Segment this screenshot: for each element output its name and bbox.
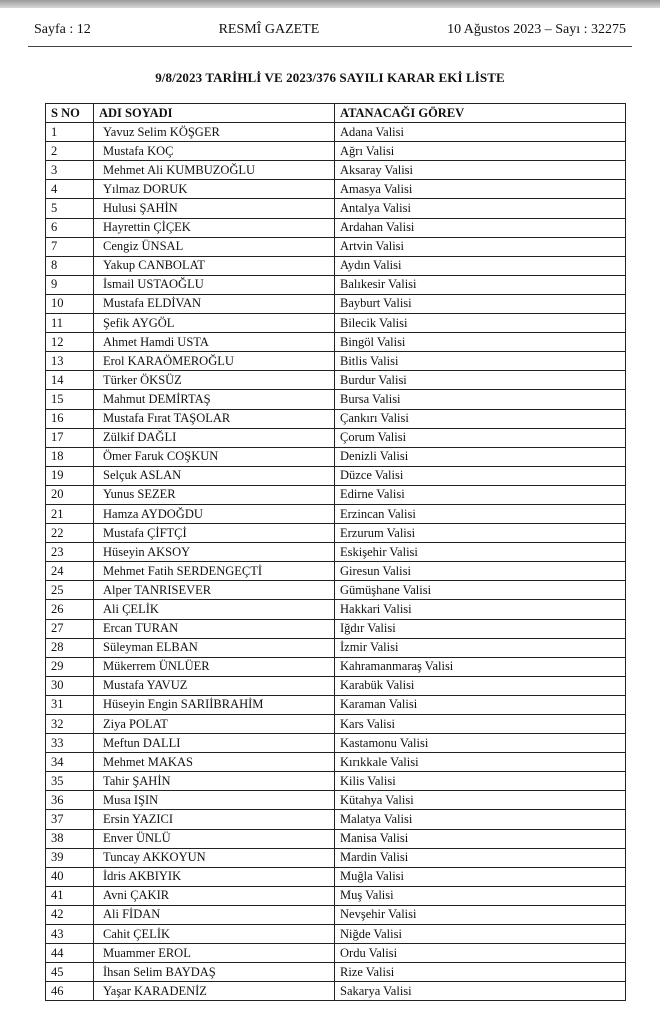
person-name: Mehmet Fatih SERDENGEÇTİ <box>94 562 335 581</box>
table-row <box>46 619 626 638</box>
row-number: 10 <box>46 294 94 313</box>
person-name: Mehmet MAKAS <box>94 753 335 772</box>
table-row <box>46 142 626 161</box>
person-name: Yavuz Selim KÖŞGER <box>94 123 335 142</box>
table-header-row <box>46 104 626 123</box>
document-title: 9/8/2023 TARİHLİ VE 2023/376 SAYILI KARAR EKİ LİSTE <box>155 70 505 85</box>
assigned-position: Artvin Valisi <box>335 237 626 256</box>
table-row <box>46 944 626 963</box>
row-number: 9 <box>46 275 94 294</box>
person-name: Zülkif DAĞLI <box>94 428 335 447</box>
person-name: Mahmut DEMİRTAŞ <box>94 390 335 409</box>
assigned-position: Adana Valisi <box>335 123 626 142</box>
issue-date: 10 Ağustos 2023 – Sayı : 32275 <box>447 22 626 37</box>
assigned-position: Kütahya Valisi <box>335 791 626 810</box>
assigned-position: Denizli Valisi <box>335 447 626 466</box>
table-row <box>46 504 626 523</box>
person-name: Ersin YAZICI <box>94 810 335 829</box>
row-number: 2 <box>46 142 94 161</box>
table-row <box>46 695 626 714</box>
person-name: Şefik AYGÖL <box>94 314 335 333</box>
person-name: Cengiz ÜNSAL <box>94 237 335 256</box>
table-row <box>46 829 626 848</box>
person-name: Cahit ÇELİK <box>94 925 335 944</box>
assigned-position: Aksaray Valisi <box>335 161 626 180</box>
person-name: Hamza AYDOĞDU <box>94 504 335 523</box>
person-name: Yaşar KARADENİZ <box>94 982 335 1001</box>
row-number: 3 <box>46 161 94 180</box>
table-row <box>46 161 626 180</box>
row-number: 31 <box>46 695 94 714</box>
table-row <box>46 715 626 734</box>
row-number: 32 <box>46 715 94 734</box>
row-number: 6 <box>46 218 94 237</box>
table-row <box>46 848 626 867</box>
table-row <box>46 524 626 543</box>
row-number: 42 <box>46 905 94 924</box>
row-number: 39 <box>46 848 94 867</box>
table-row <box>46 562 626 581</box>
table-row <box>46 256 626 275</box>
assigned-position: Kars Valisi <box>335 715 626 734</box>
column-header-sno: S NO <box>46 104 94 123</box>
table-row <box>46 886 626 905</box>
person-name: Mustafa YAVUZ <box>94 676 335 695</box>
row-number: 16 <box>46 409 94 428</box>
table-row <box>46 237 626 256</box>
top-edge <box>0 0 660 8</box>
assigned-position: Nevşehir Valisi <box>335 905 626 924</box>
row-number: 23 <box>46 543 94 562</box>
table-row <box>46 867 626 886</box>
assigned-position: Balıkesir Valisi <box>335 275 626 294</box>
table-row <box>46 199 626 218</box>
assigned-position: Bayburt Valisi <box>335 294 626 313</box>
row-number: 15 <box>46 390 94 409</box>
assigned-position: Iğdır Valisi <box>335 619 626 638</box>
table-row <box>46 581 626 600</box>
row-number: 27 <box>46 619 94 638</box>
person-name: Tuncay AKKOYUN <box>94 848 335 867</box>
row-number: 22 <box>46 524 94 543</box>
assigned-position: Ordu Valisi <box>335 944 626 963</box>
person-name: Mustafa ÇİFTÇİ <box>94 524 335 543</box>
person-name: Ali FİDAN <box>94 905 335 924</box>
person-name: Muammer EROL <box>94 944 335 963</box>
assigned-position: Çankırı Valisi <box>335 409 626 428</box>
assigned-position: Eskişehir Valisi <box>335 543 626 562</box>
table-row <box>46 390 626 409</box>
table-row <box>46 294 626 313</box>
column-header-position: ATANACAĞI GÖREV <box>335 104 626 123</box>
assigned-position: Amasya Valisi <box>335 180 626 199</box>
person-name: İhsan Selim BAYDAŞ <box>94 963 335 982</box>
person-name: İsmail USTAOĞLU <box>94 275 335 294</box>
row-number: 14 <box>46 371 94 390</box>
column-header-name: ADI SOYADI <box>94 104 335 123</box>
row-number: 18 <box>46 447 94 466</box>
row-number: 40 <box>46 867 94 886</box>
row-number: 8 <box>46 256 94 275</box>
row-number: 21 <box>46 504 94 523</box>
person-name: Hüseyin AKSOY <box>94 543 335 562</box>
assigned-position: Kastamonu Valisi <box>335 734 626 753</box>
table-row <box>46 218 626 237</box>
table-row <box>46 734 626 753</box>
row-number: 46 <box>46 982 94 1001</box>
assigned-position: Karaman Valisi <box>335 695 626 714</box>
assigned-position: Burdur Valisi <box>335 371 626 390</box>
row-number: 5 <box>46 199 94 218</box>
person-name: Hulusi ŞAHİN <box>94 199 335 218</box>
assigned-position: Giresun Valisi <box>335 562 626 581</box>
table-row <box>46 371 626 390</box>
person-name: Türker ÖKSÜZ <box>94 371 335 390</box>
row-number: 11 <box>46 314 94 333</box>
appointment-table <box>45 103 626 1001</box>
table-row <box>46 543 626 562</box>
table-row <box>46 485 626 504</box>
row-number: 26 <box>46 600 94 619</box>
person-name: Yakup CANBOLAT <box>94 256 335 275</box>
row-number: 35 <box>46 772 94 791</box>
person-name: Enver ÜNLÜ <box>94 829 335 848</box>
assigned-position: Muş Valisi <box>335 886 626 905</box>
person-name: Mehmet Ali KUMBUZOĞLU <box>94 161 335 180</box>
person-name: Ahmet Hamdi USTA <box>94 333 335 352</box>
person-name: Selçuk ASLAN <box>94 466 335 485</box>
page-header <box>34 22 626 38</box>
table-row <box>46 447 626 466</box>
table-row <box>46 600 626 619</box>
person-name: Yılmaz DORUK <box>94 180 335 199</box>
row-number: 37 <box>46 810 94 829</box>
person-name: Avni ÇAKIR <box>94 886 335 905</box>
assigned-position: Aydın Valisi <box>335 256 626 275</box>
assigned-position: Bitlis Valisi <box>335 352 626 371</box>
row-number: 19 <box>46 466 94 485</box>
table-row <box>46 925 626 944</box>
assigned-position: Hakkari Valisi <box>335 600 626 619</box>
assigned-position: Sakarya Valisi <box>335 982 626 1001</box>
assigned-position: Karabük Valisi <box>335 676 626 695</box>
assigned-position: İzmir Valisi <box>335 638 626 657</box>
assigned-position: Bingöl Valisi <box>335 333 626 352</box>
row-number: 36 <box>46 791 94 810</box>
row-number: 38 <box>46 829 94 848</box>
row-number: 29 <box>46 657 94 676</box>
assigned-position: Çorum Valisi <box>335 428 626 447</box>
table-row <box>46 123 626 142</box>
table-row <box>46 638 626 657</box>
person-name: Musa IŞIN <box>94 791 335 810</box>
person-name: Hayrettin ÇİÇEK <box>94 218 335 237</box>
row-number: 24 <box>46 562 94 581</box>
assigned-position: Mardin Valisi <box>335 848 626 867</box>
assigned-position: Muğla Valisi <box>335 867 626 886</box>
person-name: Erol KARAÖMEROĞLU <box>94 352 335 371</box>
table-row <box>46 466 626 485</box>
table-row <box>46 963 626 982</box>
row-number: 28 <box>46 638 94 657</box>
assigned-position: Erzurum Valisi <box>335 524 626 543</box>
page-number: Sayfa : 12 <box>34 22 91 37</box>
table-row <box>46 352 626 371</box>
row-number: 25 <box>46 581 94 600</box>
row-number: 34 <box>46 753 94 772</box>
person-name: Tahir ŞAHİN <box>94 772 335 791</box>
person-name: Ercan TURAN <box>94 619 335 638</box>
assigned-position: Rize Valisi <box>335 963 626 982</box>
person-name: Süleyman ELBAN <box>94 638 335 657</box>
assigned-position: Antalya Valisi <box>335 199 626 218</box>
row-number: 12 <box>46 333 94 352</box>
assigned-position: Ardahan Valisi <box>335 218 626 237</box>
table-row <box>46 676 626 695</box>
table-row <box>46 657 626 676</box>
person-name: Ziya POLAT <box>94 715 335 734</box>
table-row <box>46 275 626 294</box>
table-row <box>46 772 626 791</box>
person-name: Mustafa Fırat TAŞOLAR <box>94 409 335 428</box>
row-number: 7 <box>46 237 94 256</box>
table-row <box>46 409 626 428</box>
row-number: 4 <box>46 180 94 199</box>
row-number: 30 <box>46 676 94 695</box>
table-row <box>46 428 626 447</box>
assigned-position: Ağrı Valisi <box>335 142 626 161</box>
row-number: 45 <box>46 963 94 982</box>
table-row <box>46 791 626 810</box>
person-name: Mustafa KOÇ <box>94 142 335 161</box>
assigned-position: Niğde Valisi <box>335 925 626 944</box>
person-name: Hüseyin Engin SARIİBRAHİM <box>94 695 335 714</box>
person-name: Mustafa ELDİVAN <box>94 294 335 313</box>
row-number: 33 <box>46 734 94 753</box>
assigned-position: Bursa Valisi <box>335 390 626 409</box>
person-name: İdris AKBIYIK <box>94 867 335 886</box>
table-row <box>46 333 626 352</box>
person-name: Ali ÇELİK <box>94 600 335 619</box>
row-number: 44 <box>46 944 94 963</box>
assigned-position: Edirne Valisi <box>335 485 626 504</box>
row-number: 1 <box>46 123 94 142</box>
person-name: Meftun DALLI <box>94 734 335 753</box>
person-name: Ömer Faruk COŞKUN <box>94 447 335 466</box>
assigned-position: Malatya Valisi <box>335 810 626 829</box>
table-row <box>46 180 626 199</box>
assigned-position: Erzincan Valisi <box>335 504 626 523</box>
assigned-position: Kahramanmaraş Valisi <box>335 657 626 676</box>
assigned-position: Manisa Valisi <box>335 829 626 848</box>
assigned-position: Kırıkkale Valisi <box>335 753 626 772</box>
table-row <box>46 810 626 829</box>
table-row <box>46 982 626 1001</box>
row-number: 13 <box>46 352 94 371</box>
person-name: Alper TANRISEVER <box>94 581 335 600</box>
row-number: 41 <box>46 886 94 905</box>
row-number: 20 <box>46 485 94 504</box>
person-name: Mükerrem ÜNLÜER <box>94 657 335 676</box>
assigned-position: Bilecik Valisi <box>335 314 626 333</box>
row-number: 17 <box>46 428 94 447</box>
row-number: 43 <box>46 925 94 944</box>
assigned-position: Gümüşhane Valisi <box>335 581 626 600</box>
table-row <box>46 905 626 924</box>
assigned-position: Düzce Valisi <box>335 466 626 485</box>
table-row <box>46 753 626 772</box>
publication-name: RESMÎ GAZETE <box>218 22 320 37</box>
person-name: Yunus SEZER <box>94 485 335 504</box>
header-divider <box>28 46 632 47</box>
table-row <box>46 314 626 333</box>
assigned-position: Kilis Valisi <box>335 772 626 791</box>
table-body <box>46 123 626 1001</box>
